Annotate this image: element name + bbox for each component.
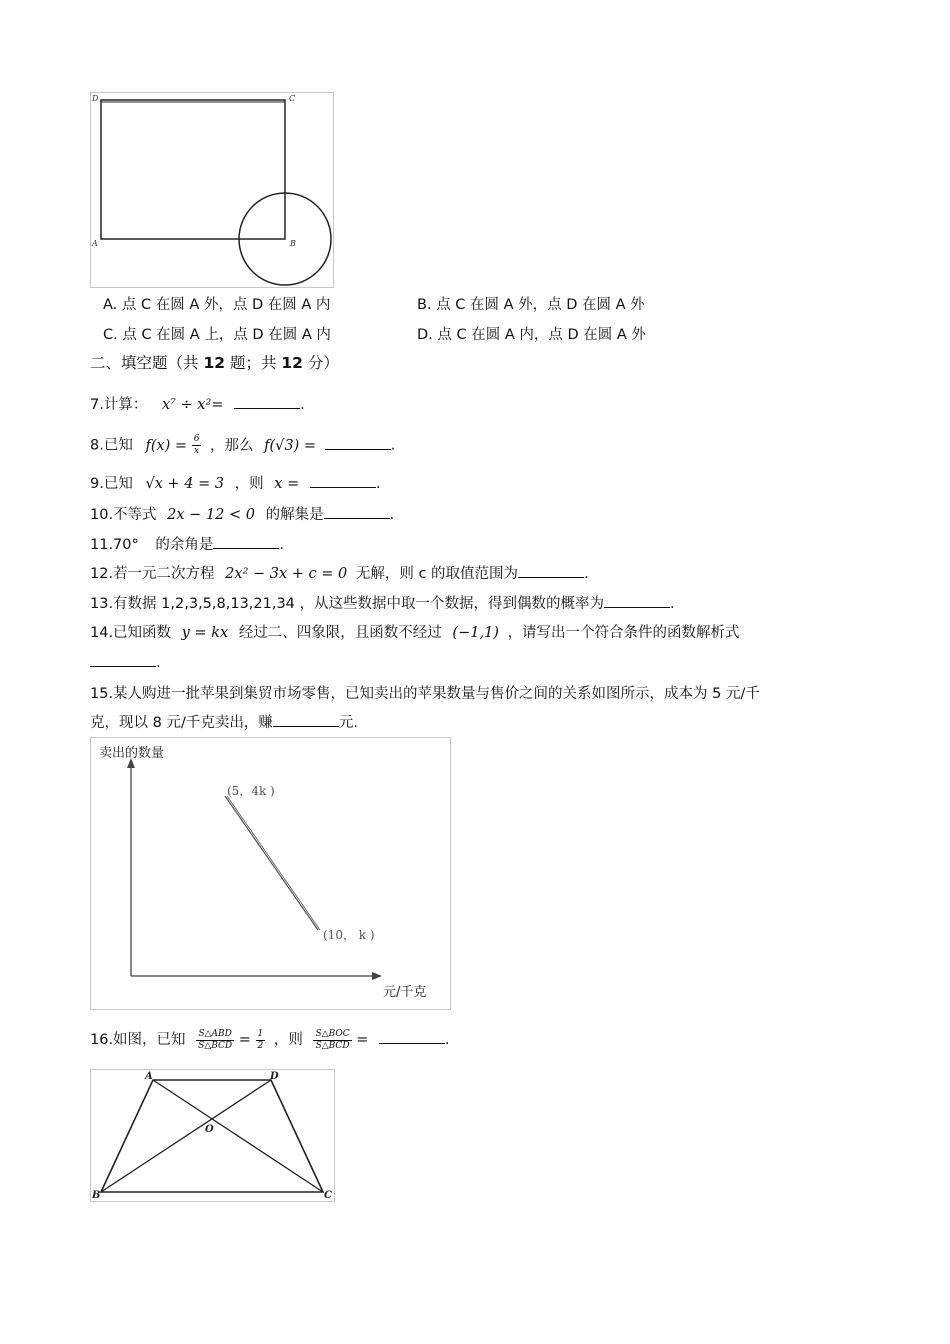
trapezoid-abcd — [101, 1080, 323, 1192]
label-a: A — [92, 239, 98, 248]
q9-text: 9.已知 — [90, 476, 133, 492]
answer-blank[interactable] — [324, 506, 390, 519]
q14-end: . — [156, 655, 161, 671]
option-d[interactable]: D. 点 C 在圆 A 内，点 D 在圆 A 外 — [417, 327, 646, 343]
figure-sales-graph — [90, 737, 451, 1010]
option-b[interactable]: B. 点 C 在圆 A 外，点 D 在圆 A 外 — [417, 297, 645, 313]
q11-mid: 的余角是 — [155, 537, 214, 553]
question-8 — [90, 434, 395, 457]
q14-text: 14.已知函数 — [90, 625, 172, 641]
demand-line — [225, 796, 318, 930]
q16-denominator-2: 2 — [257, 1040, 264, 1051]
answer-blank[interactable] — [325, 437, 391, 450]
label-o: O — [205, 1124, 214, 1135]
label-b: B — [290, 239, 296, 248]
heading-score: 12 — [281, 354, 303, 372]
q16-denominator-1: S△BCD — [198, 1040, 233, 1051]
answer-blank[interactable] — [379, 1031, 445, 1044]
q16-numerator-3: S△BOC — [315, 1028, 350, 1039]
q7-text: 7.计算： — [90, 397, 148, 413]
point-label-1: (5，4k ) — [227, 784, 275, 798]
point-label-2: (10， k ) — [323, 928, 375, 942]
question-12 — [90, 564, 589, 584]
q9-expression: √x + 4 = 3 — [145, 476, 225, 492]
q15-line2-post: 元. — [338, 715, 358, 731]
answer-blank[interactable] — [310, 475, 376, 488]
q13-text: 13.有数据 1,2,3,5,8,13,21,34 ，从这些数据中取一个数据，得到偶数的概率为 — [90, 596, 605, 612]
q10-mid: 的解集是 — [265, 507, 324, 523]
trapezoid-diagram — [91, 1070, 334, 1201]
answer-blank[interactable] — [213, 536, 279, 549]
q15-line2-pre: 克，现以 8 元/千克卖出，赚 — [90, 715, 273, 731]
q8-numerator: 6 — [193, 434, 200, 444]
question-9 — [90, 474, 380, 494]
question-11 — [90, 535, 284, 555]
q12-expression: 2x² − 3x + c = 0 — [225, 566, 348, 582]
y-axis-label: 卖出的数量 — [99, 746, 165, 761]
q8-function: f(x) = — [145, 437, 188, 454]
q9-mid: ，则 — [234, 476, 264, 492]
answer-blank[interactable] — [518, 565, 584, 578]
q8-denominator: x — [194, 446, 200, 456]
q8-expression: f(√3) = — [264, 437, 317, 454]
q16-fraction-1 — [196, 1029, 234, 1052]
option-c[interactable]: C. 点 C 在圆 A 上，点 D 在圆 A 内 — [103, 327, 331, 343]
figure-rectangle-circle — [90, 92, 334, 288]
label-d: D — [270, 1071, 279, 1082]
q14-mid: 经过二、四象限，且函数不经过 — [238, 625, 442, 641]
q13-end: . — [670, 596, 675, 612]
x-axis-label: 元/千克 — [383, 985, 427, 1000]
answer-blank[interactable] — [273, 714, 339, 727]
label-d: D — [92, 94, 99, 103]
label-c: C — [289, 94, 296, 103]
rectangle-abcd — [101, 100, 285, 239]
q10-text: 10.不等式 — [90, 507, 157, 523]
q9-end: . — [375, 476, 381, 492]
question-7 — [90, 395, 305, 415]
answer-blank[interactable] — [90, 654, 156, 667]
label-c: C — [324, 1190, 332, 1201]
q16-numerator-1: S△ABD — [196, 1029, 234, 1041]
q16-text: 16.如图，已知 — [90, 1032, 186, 1048]
q7-end: . — [300, 397, 305, 413]
q16-equals-2: = — [356, 1032, 369, 1048]
heading-count: 12 — [203, 354, 226, 372]
label-b: B — [92, 1190, 101, 1201]
q16-mid: ，则 — [273, 1032, 303, 1048]
q8-text: 8.已知 — [90, 437, 133, 454]
question-16 — [90, 1027, 450, 1053]
figure-trapezoid — [90, 1069, 335, 1202]
q8-mid: ，那么 — [210, 437, 254, 454]
q16-fraction-2 — [256, 1029, 266, 1052]
q14-point: (−1,1) — [452, 625, 499, 641]
option-a[interactable]: A. 点 C 在圆 A 外，点 D 在圆 A 内 — [103, 297, 331, 313]
q10-end: . — [389, 507, 395, 523]
q10-expression: 2x − 12 < 0 — [167, 507, 255, 523]
question-15-line-1: 15.某人购进一批苹果到集贸市场零售，已知卖出的苹果数量与售价之间的关系如图所示，成本为 5 元/千 — [90, 686, 760, 702]
section-heading — [90, 352, 339, 374]
q8-fraction — [192, 434, 202, 457]
heading-part: 题；共 — [225, 354, 282, 372]
rectangle-circle-diagram — [91, 93, 333, 287]
q9-expression-x: x = — [274, 476, 300, 492]
answer-blank[interactable] — [604, 595, 670, 608]
q12-mid: 无解，则 c 的取值范围为 — [355, 566, 519, 582]
q11-end: . — [279, 537, 284, 553]
q16-fraction-3 — [313, 1029, 351, 1052]
q8-end: . — [390, 437, 396, 454]
question-10 — [90, 505, 394, 525]
heading-part: 分） — [302, 354, 339, 372]
question-15-line-2 — [90, 713, 358, 733]
q11-text: 11.70° — [90, 537, 139, 553]
q16-denominator-3: S△BCD — [315, 1040, 350, 1051]
question-13 — [90, 594, 675, 614]
label-a: A — [145, 1071, 153, 1082]
question-14-answer-line — [90, 653, 161, 673]
q16-end: . — [445, 1032, 450, 1048]
q12-end: . — [584, 566, 589, 582]
q12-text: 12.若一元二次方程 — [90, 566, 215, 582]
x-axis-arrow-icon — [372, 972, 382, 980]
sales-graph-diagram — [91, 738, 450, 1009]
heading-part: 二、填空题（共 — [90, 354, 204, 372]
question-14 — [90, 623, 740, 643]
q14-tail: ，请写出一个符合条件的函数解析式 — [507, 625, 740, 641]
q16-numerator-2: 1 — [257, 1028, 264, 1039]
demand-line-shadow — [227, 796, 320, 930]
q16-equals: = — [238, 1032, 251, 1048]
q14-expression: y = kx — [181, 625, 229, 641]
answer-blank[interactable] — [234, 396, 300, 409]
q7-expression: x⁷ ÷ x²= — [161, 397, 224, 413]
